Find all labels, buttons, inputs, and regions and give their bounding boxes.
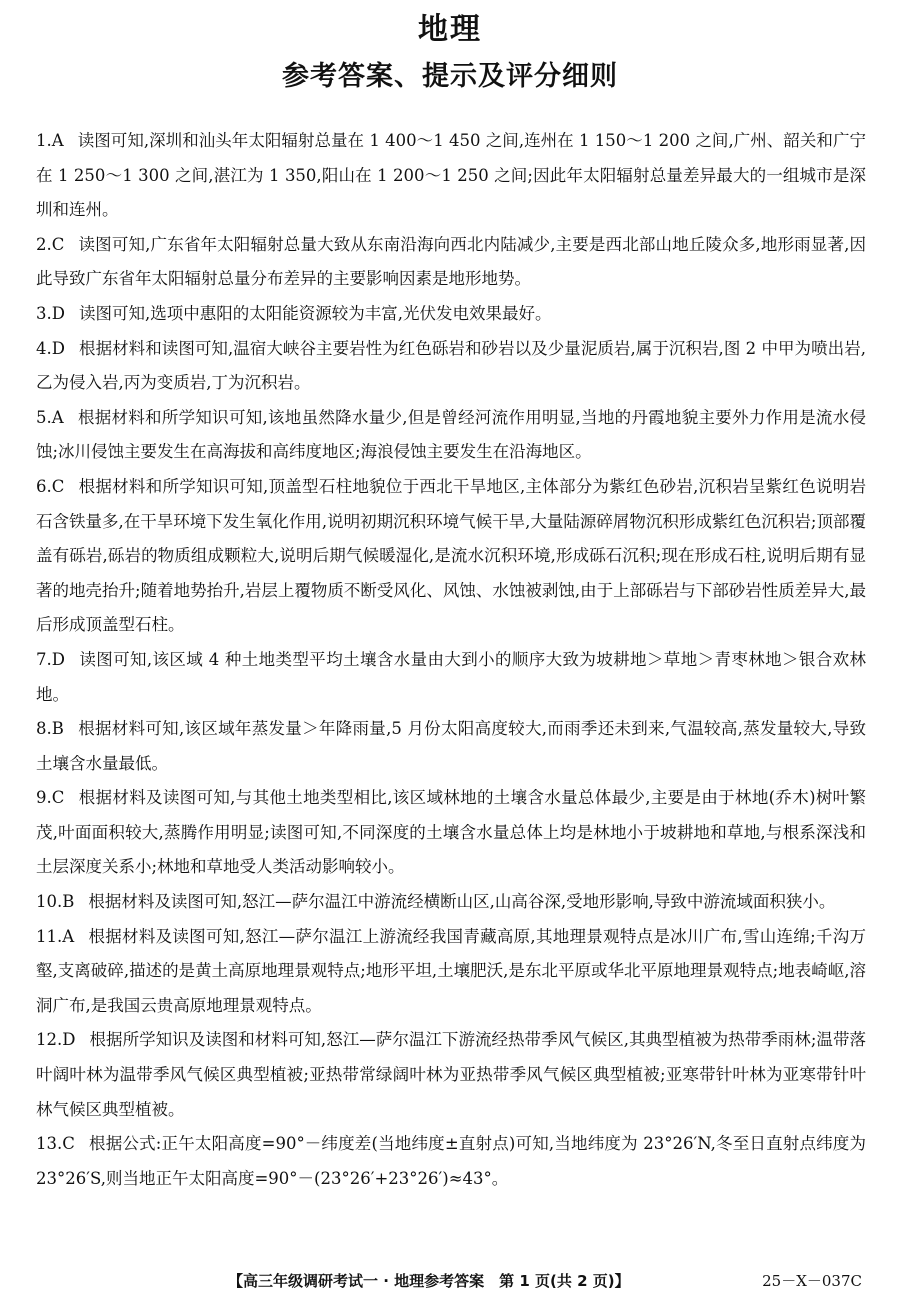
footer-page-info: 【高三年级调研考试一 · 地理参考答案 第 1 页(共 2 页)】 [228,1272,630,1290]
answer-explanation: 根据材料及读图可知,怒江—萨尔温江中游流经横断山区,山高谷深,受地形影响,导致中游流域面积狭小。 [88,892,836,912]
answer-item [36,885,866,920]
answer-choice: D [51,303,65,323]
answer-choice: D [51,649,65,669]
answer-explanation: 根据材料可知,该区域年蒸发量＞年降雨量,5 月份太阳高度较大,而雨季还未到来,气温较高,蒸发量较大,导致土壤含水量最低。 [36,719,866,773]
answer-item [36,712,866,781]
answer-number: 5. [36,407,52,427]
answer-item [36,228,866,297]
answer-choice: B [51,719,64,739]
answer-explanation: 根据所学知识及读图和材料可知,怒江—萨尔温江下游流经热带季风气候区,其典型植被为热带季雨林;温带落叶阔叶林为温带季风气候区典型植被;亚热带常绿阔叶林为亚热带季风气候区典型植被;亚寒带针叶林为亚寒带针叶林气候区典型植被。 [36,1030,866,1119]
answer-choice: D [62,1030,76,1050]
answer-item [36,332,866,401]
answer-number: 13. [36,1134,63,1154]
answer-number: 10. [36,892,63,912]
footer-code: 25－X－037C [762,1272,862,1290]
answer-list [36,124,866,1196]
answer-explanation: 根据材料和所学知识可知,顶盖型石柱地貌位于西北干旱地区,主体部分为紫红色砂岩,沉积岩呈紫红色说明岩石含铁量多,在干旱环境下发生氧化作用,说明初期沉积环境气候干旱,大量陆源碎屑物沉积形成紫红色沉积岩;顶部覆盖有砾岩,砾岩的物质组成颗粒大,说明后期气候暖湿化,是流水沉积环境,形成砾石沉积;现在形成石柱,说明后期有显著的地壳抬升;随着地势抬升,岩层上覆物质不断受风化、风蚀、水蚀被剥蚀,由于上部砾岩与下部砂岩性质差异大,最后形成顶盖型石柱。 [36,476,866,635]
answer-explanation: 根据公式:正午太阳高度=90°－纬度差(当地纬度±直射点)可知,当地纬度为 23°26′N,冬至日直射点纬度为 23°26′S,则当地正午太阳高度=90°－(23°26′+23°26′)≈43°。 [36,1134,866,1188]
answer-choice: C [51,234,65,254]
answer-number: 1. [36,131,52,150]
answer-number: 3. [36,303,52,323]
answer-item [36,1127,866,1196]
page-subtitle: 参考答案、提示及评分细则 [282,61,618,92]
answer-item [36,124,866,228]
answer-number: 6. [36,476,52,496]
answer-explanation: 读图可知,选项中惠阳的太阳能资源较为丰富,光伏发电效果最好。 [78,303,552,323]
answer-number: 12. [36,1030,63,1050]
answer-choice: C [51,476,65,496]
answer-choice: A [62,926,75,946]
answer-choice: A [51,131,64,150]
answer-choice: C [62,1134,75,1154]
answer-number: 11. [36,926,63,946]
answer-number: 9. [36,788,52,808]
answer-choice: C [51,788,65,808]
answer-explanation: 读图可知,广东省年太阳辐射总量大致从东南沿海向西北内陆减少,主要是西北部山地丘陵众多,地形雨显著,因此导致广东省年太阳辐射总量分布差异的主要影响因素是地形地势。 [36,234,866,289]
answer-choice: B [62,892,75,912]
answer-explanation: 根据材料及读图可知,与其他土地类型相比,该区域林地的土壤含水量总体最少,主要是由于林地(乔木)树叶繁茂,叶面面积较大,蒸腾作用明显;读图可知,不同深度的土壤含水量总体上均是林地小于坡耕地和草地,与根系深浅和土层深度关系小;林地和草地受人类活动影响较小。 [36,788,866,877]
answer-choice: A [51,407,64,427]
page-title: 地理 [418,12,482,47]
answer-number: 4. [36,338,52,358]
answer-item [36,643,866,712]
answer-explanation: 根据材料和所学知识可知,该地虽然降水量少,但是曾经河流作用明显,当地的丹霞地貌主要外力作用是流水侵蚀;冰川侵蚀主要发生在高海拔和高纬度地区;海浪侵蚀主要发生在沿海地区。 [36,407,866,462]
answer-item [36,1023,866,1127]
answer-item [36,470,866,643]
answer-item [36,297,866,332]
answer-explanation: 读图可知,该区域 4 种土地类型平均土壤含水量由大到小的顺序大致为坡耕地＞草地＞青枣林地＞银合欢林地。 [36,649,866,704]
answer-item [36,401,866,470]
answer-number: 2. [36,234,52,254]
answer-number: 7. [36,649,52,669]
answer-explanation: 根据材料及读图可知,怒江—萨尔温江上游流经我国青藏高原,其地理景观特点是冰川广布,雪山连绵;千沟万壑,支离破碎,描述的是黄土高原地理景观特点;地形平坦,土壤肥沃,是东北平原或华北平原地理景观特点;地表崎岖,溶洞广布,是我国云贵高原地理景观特点。 [36,926,866,1015]
answer-choice: D [51,338,65,358]
answer-explanation: 读图可知,深圳和汕头年太阳辐射总量在 1 400～1 450 之间,连州在 1 150～1 200 之间,广州、韶关和广宁在 1 250～1 300 之间,湛江为 1 350,阳山在 1 200～1 250 之间;因此年太阳辐射总量差异最大的一组城市是深圳和连州。 [36,131,866,220]
answer-explanation: 根据材料和读图可知,温宿大峡谷主要岩性为红色砾岩和砂岩以及少量泥质岩,属于沉积岩,图 2 中甲为喷出岩,乙为侵入岩,丙为变质岩,丁为沉积岩。 [36,338,866,393]
answer-number: 8. [36,719,52,739]
answer-item [36,920,866,1024]
answer-item [36,781,866,885]
page-footer [0,1266,900,1296]
